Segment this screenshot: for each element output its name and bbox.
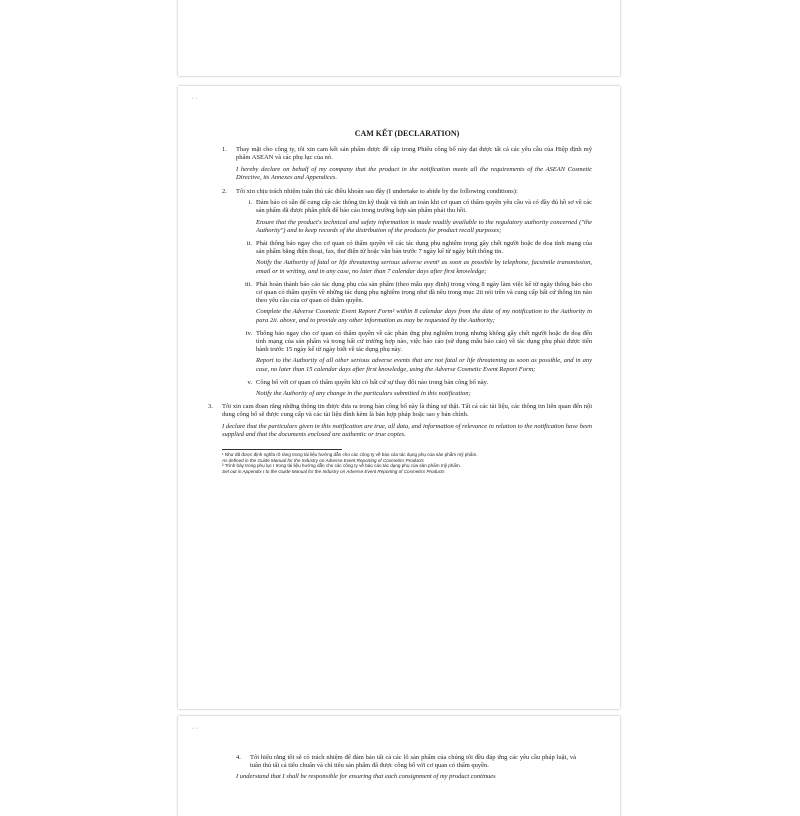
footnote-1-en: As defined in the Guide Manual for the Industry on Adverse Event Reporting of Cosmetics Products bbox=[222, 457, 424, 463]
clause-text-vi: Thay mặt cho công ty, tôi xin cam kết sản phẩm được đề cập trong Phiếu công bố này đạt được tất cả các yêu cầu của Hiệp định mỹ phẩm ASEAN và các phụ lục của nó. bbox=[236, 146, 592, 162]
sub-clause-iv bbox=[236, 330, 592, 355]
sub-clause-text-en: Complete the Adverse Cosmetic Event Report Form² within 8 calendar days from the date of my notification to the Authority in para 2ii. above, and to provide any other information as may be requested by the Authority; bbox=[256, 308, 592, 324]
sub-clause-number: v. bbox=[247, 378, 252, 386]
sub-clause-text-en: Notify the Authority of fatal or life threatening serious adverse event¹ as soon as possible by telephone, facsimile transmission, email or in writing, and in any case, no later than 7 calendar days after first knowledge; bbox=[256, 259, 592, 275]
footnote-2-en: Set out in Appendix I to the Guide Manual for the Industry on Adverse Event Reporting of Cosmetics Products bbox=[222, 468, 445, 474]
clause-number: 2. bbox=[222, 188, 227, 196]
sub-clause-number: ii. bbox=[246, 240, 252, 248]
footnote-divider bbox=[222, 449, 342, 450]
clause-2 bbox=[222, 188, 592, 196]
clause-text-en: I hereby declare on behalf of my company that the product in the notification meets all the requirements of the ASEAN Cosmetic Directive, its Annexes and Appendices. bbox=[236, 165, 592, 181]
clause-text-vi: Tôi xin chịu trách nhiệm tuân thủ các điều khoản sau đây (I undertake to abide by the following conditions): bbox=[236, 188, 518, 196]
sub-clause-text-vi: Thông báo ngay cho cơ quan có thẩm quyền về các phản ứng phụ nghiêm trọng nhưng không gây chết người hoặc đe doạ đến tính mạng của sản phẩm và trong bất cứ trường hợp nào, việc báo cáo (sử dụng mẫu báo cáo) về tác dụng phụ phải được tiến hành trước 15 ngày kể từ ngày biết về tác dụng phụ này. bbox=[256, 329, 592, 354]
page-mark: · · bbox=[192, 96, 198, 102]
sub-clause-ii bbox=[236, 240, 592, 256]
clause-number: 4. bbox=[236, 754, 241, 761]
sub-clause-number: iii. bbox=[244, 280, 252, 288]
sub-clause-number: iv. bbox=[245, 329, 252, 337]
sub-clause-i bbox=[236, 199, 592, 215]
clause-number: 3. bbox=[208, 403, 213, 411]
sub-clause-iii bbox=[236, 281, 592, 306]
sub-clause-v bbox=[236, 379, 592, 387]
sub-clause-number: i. bbox=[248, 199, 252, 207]
previous-page bbox=[178, 0, 620, 76]
sub-clause-text-en: Ensure that the product's technical and safety information is made readily available to the regulatory authority concerned ("the Authority") and to keep records of the distribution of the products for product recall purposes; bbox=[256, 218, 592, 234]
sub-clause-text-vi: Đảm bảo có sẵn để cung cấp các thông tin kỹ thuật và tính an toàn khi cơ quan có thẩm quyền yêu cầu và có đầy đủ hồ sơ về các sản phẩm đã được phân phối để báo cáo trong trường hợp sản phẩm phải thu hồi. bbox=[256, 199, 592, 215]
page-mark: · · bbox=[192, 726, 198, 732]
next-page bbox=[178, 716, 620, 816]
next-page-content bbox=[236, 754, 576, 788]
clause-text-en: I understand that I shall be responsible for ensuring that each consignment of my product continues bbox=[236, 773, 496, 781]
clause-4 bbox=[236, 754, 576, 770]
clause-1 bbox=[222, 146, 592, 162]
clause-number: 1. bbox=[222, 146, 227, 154]
footnote-2-vi: ² Trình bày trong phụ lục I trong tài liệu hướng dẫn cho các công ty về báo cáo tác dụng phụ của sản phẩm mỹ phẩm. bbox=[222, 463, 461, 469]
declaration-title: CAM KẾT (DECLARATION) bbox=[354, 129, 460, 138]
clause-3 bbox=[208, 403, 592, 419]
declaration-page bbox=[178, 86, 620, 709]
sub-clause-text-vi: Phải hoàn thành báo cáo tác dụng phụ của sản phẩm (theo mẫu quy định) trong vòng 8 ngày làm việc kể từ ngày thông báo cho cơ quan có thẩm quyền về những tác dụng phụ nghiêm trọng như đã nêu trong mục 2ii nói trên và cung cấp bất cứ thông tin nào theo yêu cầu của cơ quan có thẩm quyền. bbox=[256, 280, 592, 305]
clause-text-vi: Tôi hiểu rằng tôi sẽ có trách nhiệm để đảm bảo tất cả các lô sản phẩm của chúng tôi đều đáp ứng các yêu cầu pháp luật, và tuân thủ tất cả tiêu chuẩn và chỉ tiêu sản phẩm đã được công bố với cơ quan có thẩm quyền. bbox=[250, 754, 576, 770]
sub-clause-text-vi: Phải thông báo ngay cho cơ quan có thẩm quyền về các tác dụng phụ nghiêm trọng gây chết người hoặc đe doạ tính mạng của sản phẩm bằng điện thoại, fax, thư điện tử hoặc văn bản trước 7 ngày kể từ ngày biết thông tin. bbox=[256, 240, 592, 256]
footnote-1-vi: ¹ Như đã được định nghĩa rõ ràng trong tài liệu hướng dẫn cho các công ty về báo cáo tác dụng phụ của sản phẩm mỹ phẩm. bbox=[222, 452, 478, 458]
declaration-content bbox=[208, 129, 592, 474]
sub-clause-text-en: Report to the Authority of all other serious adverse events that are not fatal or life threatening as soon as possible, and in any case, no later than 15 calendar days after first knowledge, using the Adverse Cosmetic Event Report Form; bbox=[256, 357, 592, 373]
clause-text-vi: Tôi xin cam đoan rằng những thông tin được đưa ra trong bản công bố này là đúng sự thật. Tất cả các tài liệu, các thông tin liên quan đến nội dung công bố sẽ được cung cấp và các tài liệu đính kèm là bản hợp pháp hoặc sao y bản chính. bbox=[222, 403, 592, 419]
sub-clause-text-en: Notify the Authority of any change in the particulars submitted in this notification; bbox=[256, 390, 471, 398]
clause-text-en: I declare that the particulars given in this notification are true, all data, and information of relevance in relation to the notification have been supplied and that the documents enclosed are authentic or true copies. bbox=[222, 422, 592, 438]
sub-clause-text-vi: Công bố với cơ quan có thẩm quyền khi có bất cứ sự thay đổi nào trong bản công bố này. bbox=[256, 378, 489, 386]
